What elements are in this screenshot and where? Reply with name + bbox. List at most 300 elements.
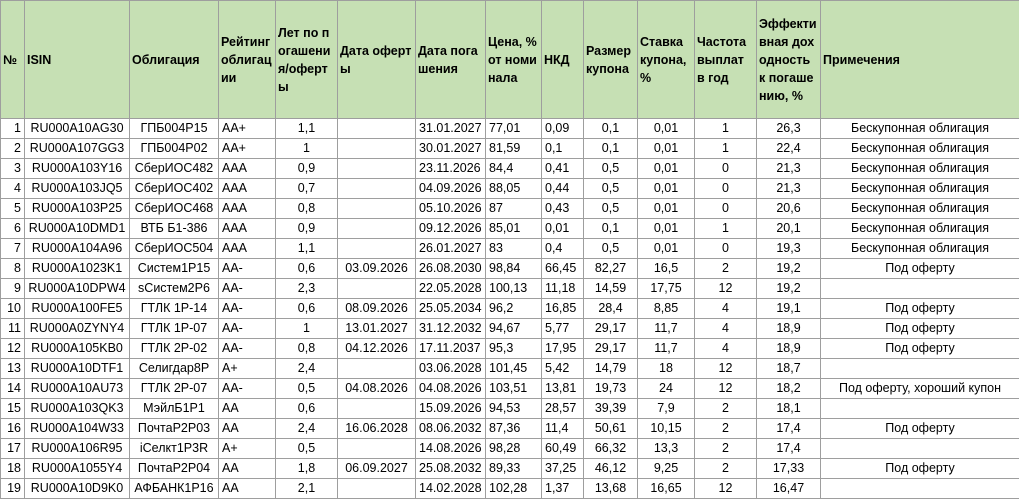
yield-cell[interactable]: 19,3 [757,239,821,259]
coupon-rate-cell[interactable]: 0,01 [638,139,695,159]
yield-cell[interactable]: 18,7 [757,359,821,379]
bond-name-cell[interactable]: АФБАНК1Р16 [130,479,219,499]
years-cell[interactable]: 0,9 [276,159,338,179]
isin-cell[interactable]: RU000A10AU73 [25,379,130,399]
nkd-cell[interactable]: 16,85 [542,299,584,319]
bond-name-cell[interactable]: ГПБ004Р15 [130,119,219,139]
rating-cell[interactable]: AA [219,399,276,419]
rating-cell[interactable]: AA [219,459,276,479]
row-number-cell[interactable]: 6 [1,219,25,239]
price-cell[interactable]: 87,36 [486,419,542,439]
years-cell[interactable]: 0,8 [276,339,338,359]
bond-name-cell[interactable]: ГПБ004Р02 [130,139,219,159]
yield-cell[interactable]: 19,2 [757,279,821,299]
yield-cell[interactable]: 20,1 [757,219,821,239]
frequency-cell[interactable]: 0 [695,159,757,179]
offer-date-cell[interactable] [338,439,416,459]
maturity-date-cell[interactable]: 25.05.2034 [416,299,486,319]
isin-cell[interactable]: RU000A10DMD1 [25,219,130,239]
coupon-rate-cell[interactable]: 9,25 [638,459,695,479]
rating-cell[interactable]: AA [219,419,276,439]
table-row[interactable] [1,259,1019,279]
header-price[interactable]: Цена, % от номинала [486,1,542,119]
maturity-date-cell[interactable]: 04.09.2026 [416,179,486,199]
table-row[interactable] [1,119,1019,139]
yield-cell[interactable]: 26,3 [757,119,821,139]
rating-cell[interactable]: AAA [219,159,276,179]
note-cell[interactable]: Бескупонная облигация [821,159,1019,179]
bond-name-cell[interactable]: МэйлБ1Р1 [130,399,219,419]
table-row[interactable] [1,179,1019,199]
price-cell[interactable]: 87 [486,199,542,219]
yield-cell[interactable]: 18,1 [757,399,821,419]
row-number-cell[interactable]: 4 [1,179,25,199]
price-cell[interactable]: 96,2 [486,299,542,319]
row-number-cell[interactable]: 7 [1,239,25,259]
price-cell[interactable]: 98,84 [486,259,542,279]
years-cell[interactable]: 2,4 [276,359,338,379]
isin-cell[interactable]: RU000A1055Y4 [25,459,130,479]
price-cell[interactable]: 81,59 [486,139,542,159]
coupon-rate-cell[interactable]: 17,75 [638,279,695,299]
rating-cell[interactable]: AA- [219,279,276,299]
offer-date-cell[interactable]: 13.01.2027 [338,319,416,339]
row-number-cell[interactable]: 15 [1,399,25,419]
bond-name-cell[interactable]: ГТЛК 2Р-02 [130,339,219,359]
coupon-size-cell[interactable]: 19,73 [584,379,638,399]
coupon-rate-cell[interactable]: 16,65 [638,479,695,499]
offer-date-cell[interactable] [338,119,416,139]
header-rating[interactable]: Рейтинг облигации [219,1,276,119]
isin-cell[interactable]: RU000A103Y16 [25,159,130,179]
row-number-cell[interactable]: 5 [1,199,25,219]
coupon-rate-cell[interactable]: 8,85 [638,299,695,319]
maturity-date-cell[interactable]: 30.01.2027 [416,139,486,159]
frequency-cell[interactable]: 12 [695,379,757,399]
yield-cell[interactable]: 18,9 [757,319,821,339]
yield-cell[interactable]: 18,2 [757,379,821,399]
header-coupon-size[interactable]: Размер купона [584,1,638,119]
years-cell[interactable]: 2,3 [276,279,338,299]
note-cell[interactable] [821,479,1019,499]
nkd-cell[interactable]: 0,01 [542,219,584,239]
offer-date-cell[interactable]: 16.06.2028 [338,419,416,439]
nkd-cell[interactable]: 5,77 [542,319,584,339]
rating-cell[interactable]: AAA [219,239,276,259]
header-maturity[interactable]: Дата погашения [416,1,486,119]
nkd-cell[interactable]: 0,09 [542,119,584,139]
nkd-cell[interactable]: 11,18 [542,279,584,299]
row-number-cell[interactable]: 11 [1,319,25,339]
header-notes[interactable]: Примечения [821,1,1019,119]
frequency-cell[interactable]: 12 [695,359,757,379]
note-cell[interactable] [821,399,1019,419]
offer-date-cell[interactable] [338,199,416,219]
frequency-cell[interactable]: 12 [695,279,757,299]
yield-cell[interactable]: 22,4 [757,139,821,159]
coupon-size-cell[interactable]: 66,32 [584,439,638,459]
bond-name-cell[interactable]: СберИОС402 [130,179,219,199]
maturity-date-cell[interactable]: 31.12.2032 [416,319,486,339]
table-row[interactable] [1,139,1019,159]
years-cell[interactable]: 2,4 [276,419,338,439]
frequency-cell[interactable]: 1 [695,219,757,239]
yield-cell[interactable]: 21,3 [757,159,821,179]
maturity-date-cell[interactable]: 17.11.2037 [416,339,486,359]
years-cell[interactable]: 0,8 [276,199,338,219]
maturity-date-cell[interactable]: 26.08.2030 [416,259,486,279]
price-cell[interactable]: 103,51 [486,379,542,399]
bond-name-cell[interactable]: ГТЛК 2Р-07 [130,379,219,399]
price-cell[interactable]: 100,13 [486,279,542,299]
header-frequency[interactable]: Частота выплат в год [695,1,757,119]
frequency-cell[interactable]: 2 [695,419,757,439]
coupon-size-cell[interactable]: 29,17 [584,319,638,339]
table-row[interactable] [1,339,1019,359]
note-cell[interactable]: Бескупонная облигация [821,239,1019,259]
yield-cell[interactable]: 17,4 [757,439,821,459]
table-row[interactable] [1,239,1019,259]
table-row[interactable] [1,419,1019,439]
coupon-rate-cell[interactable]: 0,01 [638,219,695,239]
frequency-cell[interactable]: 2 [695,259,757,279]
price-cell[interactable]: 83 [486,239,542,259]
years-cell[interactable]: 0,6 [276,399,338,419]
rating-cell[interactable]: AAA [219,199,276,219]
coupon-size-cell[interactable]: 0,1 [584,219,638,239]
note-cell[interactable]: Бескупонная облигация [821,119,1019,139]
frequency-cell[interactable]: 0 [695,239,757,259]
nkd-cell[interactable]: 28,57 [542,399,584,419]
years-cell[interactable]: 1,1 [276,119,338,139]
bond-name-cell[interactable]: СберИОС504 [130,239,219,259]
isin-cell[interactable]: RU000A10AG30 [25,119,130,139]
frequency-cell[interactable]: 2 [695,459,757,479]
header-isin[interactable]: ISIN [25,1,130,119]
header-years[interactable]: Лет по погашения/оферты [276,1,338,119]
offer-date-cell[interactable] [338,399,416,419]
row-number-cell[interactable]: 16 [1,419,25,439]
note-cell[interactable] [821,279,1019,299]
years-cell[interactable]: 1 [276,139,338,159]
nkd-cell[interactable]: 0,1 [542,139,584,159]
price-cell[interactable]: 89,33 [486,459,542,479]
isin-cell[interactable]: RU000A103P25 [25,199,130,219]
table-row[interactable] [1,299,1019,319]
maturity-date-cell[interactable]: 15.09.2026 [416,399,486,419]
row-number-cell[interactable]: 17 [1,439,25,459]
yield-cell[interactable]: 17,33 [757,459,821,479]
isin-cell[interactable]: RU000A107GG3 [25,139,130,159]
yield-cell[interactable]: 17,4 [757,419,821,439]
yield-cell[interactable]: 16,47 [757,479,821,499]
yield-cell[interactable]: 20,6 [757,199,821,219]
table-row[interactable] [1,459,1019,479]
years-cell[interactable]: 1 [276,319,338,339]
frequency-cell[interactable]: 2 [695,399,757,419]
maturity-date-cell[interactable]: 04.08.2026 [416,379,486,399]
row-number-cell[interactable]: 13 [1,359,25,379]
isin-cell[interactable]: RU000A10D9K0 [25,479,130,499]
note-cell[interactable]: Бескупонная облигация [821,199,1019,219]
coupon-size-cell[interactable]: 13,68 [584,479,638,499]
coupon-rate-cell[interactable]: 0,01 [638,159,695,179]
note-cell[interactable]: Под оферту [821,299,1019,319]
coupon-rate-cell[interactable]: 10,15 [638,419,695,439]
offer-date-cell[interactable] [338,219,416,239]
coupon-rate-cell[interactable]: 7,9 [638,399,695,419]
years-cell[interactable]: 1,1 [276,239,338,259]
offer-date-cell[interactable]: 08.09.2026 [338,299,416,319]
rating-cell[interactable]: AAA [219,219,276,239]
price-cell[interactable]: 95,3 [486,339,542,359]
nkd-cell[interactable]: 0,41 [542,159,584,179]
row-number-cell[interactable]: 2 [1,139,25,159]
offer-date-cell[interactable] [338,159,416,179]
price-cell[interactable]: 85,01 [486,219,542,239]
frequency-cell[interactable]: 4 [695,299,757,319]
table-row[interactable] [1,159,1019,179]
years-cell[interactable]: 0,5 [276,379,338,399]
rating-cell[interactable]: AA+ [219,119,276,139]
bond-name-cell[interactable]: Селигдар8Р [130,359,219,379]
yield-cell[interactable]: 18,9 [757,339,821,359]
frequency-cell[interactable]: 1 [695,139,757,159]
note-cell[interactable]: Под оферту [821,459,1019,479]
row-number-cell[interactable]: 9 [1,279,25,299]
bond-name-cell[interactable]: СберИОС482 [130,159,219,179]
price-cell[interactable]: 94,67 [486,319,542,339]
coupon-rate-cell[interactable]: 11,7 [638,339,695,359]
nkd-cell[interactable]: 37,25 [542,459,584,479]
note-cell[interactable] [821,359,1019,379]
frequency-cell[interactable]: 4 [695,319,757,339]
bond-name-cell[interactable]: ВТБ Б1-386 [130,219,219,239]
yield-cell[interactable]: 19,1 [757,299,821,319]
bond-name-cell[interactable]: sСистем2Р6 [130,279,219,299]
rating-cell[interactable]: AA- [219,319,276,339]
table-row[interactable] [1,399,1019,419]
isin-cell[interactable]: RU000A1023K1 [25,259,130,279]
maturity-date-cell[interactable]: 25.08.2032 [416,459,486,479]
coupon-size-cell[interactable]: 0,5 [584,199,638,219]
rating-cell[interactable]: AA- [219,259,276,279]
nkd-cell[interactable]: 11,4 [542,419,584,439]
frequency-cell[interactable]: 4 [695,339,757,359]
row-number-cell[interactable]: 8 [1,259,25,279]
coupon-rate-cell[interactable]: 0,01 [638,119,695,139]
isin-cell[interactable]: RU000A104W33 [25,419,130,439]
table-row[interactable] [1,479,1019,499]
note-cell[interactable]: Под оферту, хороший купон [821,379,1019,399]
table-row[interactable] [1,439,1019,459]
coupon-size-cell[interactable]: 0,1 [584,139,638,159]
row-number-cell[interactable]: 14 [1,379,25,399]
header-num[interactable]: № [1,1,25,119]
maturity-date-cell[interactable]: 09.12.2026 [416,219,486,239]
nkd-cell[interactable]: 5,42 [542,359,584,379]
bond-name-cell[interactable]: ГТЛК 1Р-14 [130,299,219,319]
price-cell[interactable]: 88,05 [486,179,542,199]
frequency-cell[interactable]: 0 [695,199,757,219]
isin-cell[interactable]: RU000A100FE5 [25,299,130,319]
coupon-size-cell[interactable]: 0,5 [584,179,638,199]
isin-cell[interactable]: RU000A103QK3 [25,399,130,419]
nkd-cell[interactable]: 13,81 [542,379,584,399]
offer-date-cell[interactable]: 06.09.2027 [338,459,416,479]
years-cell[interactable]: 0,6 [276,299,338,319]
nkd-cell[interactable]: 60,49 [542,439,584,459]
note-cell[interactable]: Под оферту [821,319,1019,339]
table-body [1,119,1019,499]
isin-cell[interactable]: RU000A104A96 [25,239,130,259]
price-cell[interactable]: 94,53 [486,399,542,419]
years-cell[interactable]: 0,7 [276,179,338,199]
bond-name-cell[interactable]: Систем1Р15 [130,259,219,279]
coupon-size-cell[interactable]: 46,12 [584,459,638,479]
rating-cell[interactable]: AAA [219,179,276,199]
note-cell[interactable]: Бескупонная облигация [821,219,1019,239]
bond-name-cell[interactable]: iСелкт1Р3R [130,439,219,459]
maturity-date-cell[interactable]: 03.06.2028 [416,359,486,379]
yield-cell[interactable]: 21,3 [757,179,821,199]
table-row[interactable] [1,279,1019,299]
header-coupon-rate[interactable]: Ставка купона, % [638,1,695,119]
years-cell[interactable]: 0,9 [276,219,338,239]
maturity-date-cell[interactable]: 14.02.2028 [416,479,486,499]
maturity-date-cell[interactable]: 14.08.2026 [416,439,486,459]
row-number-cell[interactable]: 10 [1,299,25,319]
bond-name-cell[interactable]: СберИОС468 [130,199,219,219]
note-cell[interactable]: Под оферту [821,419,1019,439]
isin-cell[interactable]: RU000A10DTF1 [25,359,130,379]
coupon-rate-cell[interactable]: 18 [638,359,695,379]
bond-name-cell[interactable]: ПочтаР2Р03 [130,419,219,439]
coupon-size-cell[interactable]: 29,17 [584,339,638,359]
nkd-cell[interactable]: 0,43 [542,199,584,219]
offer-date-cell[interactable] [338,139,416,159]
nkd-cell[interactable]: 0,4 [542,239,584,259]
rating-cell[interactable]: AA- [219,299,276,319]
coupon-rate-cell[interactable]: 16,5 [638,259,695,279]
yield-cell[interactable]: 19,2 [757,259,821,279]
header-nkd[interactable]: НКД [542,1,584,119]
maturity-date-cell[interactable]: 22.05.2028 [416,279,486,299]
coupon-rate-cell[interactable]: 11,7 [638,319,695,339]
price-cell[interactable]: 102,28 [486,479,542,499]
coupon-size-cell[interactable]: 50,61 [584,419,638,439]
years-cell[interactable]: 2,1 [276,479,338,499]
note-cell[interactable] [821,439,1019,459]
frequency-cell[interactable]: 2 [695,439,757,459]
years-cell[interactable]: 0,6 [276,259,338,279]
row-number-cell[interactable]: 19 [1,479,25,499]
isin-cell[interactable]: RU000A106R95 [25,439,130,459]
coupon-rate-cell[interactable]: 0,01 [638,239,695,259]
header-bond[interactable]: Облигация [130,1,219,119]
coupon-size-cell[interactable]: 0,1 [584,119,638,139]
table-row[interactable] [1,219,1019,239]
coupon-rate-cell[interactable]: 24 [638,379,695,399]
coupon-size-cell[interactable]: 0,5 [584,159,638,179]
frequency-cell[interactable]: 1 [695,119,757,139]
maturity-date-cell[interactable]: 26.01.2027 [416,239,486,259]
table-row[interactable] [1,199,1019,219]
years-cell[interactable]: 0,5 [276,439,338,459]
row-number-cell[interactable]: 3 [1,159,25,179]
rating-cell[interactable]: AA- [219,339,276,359]
table-row[interactable] [1,359,1019,379]
offer-date-cell[interactable] [338,279,416,299]
isin-cell[interactable]: RU000A103JQ5 [25,179,130,199]
offer-date-cell[interactable] [338,359,416,379]
coupon-rate-cell[interactable]: 13,3 [638,439,695,459]
table-row[interactable] [1,379,1019,399]
maturity-date-cell[interactable]: 05.10.2026 [416,199,486,219]
price-cell[interactable]: 77,01 [486,119,542,139]
note-cell[interactable]: Бескупонная облигация [821,139,1019,159]
coupon-size-cell[interactable]: 0,5 [584,239,638,259]
note-cell[interactable]: Под оферту [821,339,1019,359]
offer-date-cell[interactable] [338,179,416,199]
years-cell[interactable]: 1,8 [276,459,338,479]
table-row[interactable] [1,319,1019,339]
nkd-cell[interactable]: 1,37 [542,479,584,499]
row-number-cell[interactable]: 12 [1,339,25,359]
row-number-cell[interactable]: 1 [1,119,25,139]
maturity-date-cell[interactable]: 08.06.2032 [416,419,486,439]
price-cell[interactable]: 84,4 [486,159,542,179]
offer-date-cell[interactable]: 03.09.2026 [338,259,416,279]
header-yield[interactable]: Эффективная доходность к погашению, % [757,1,821,119]
note-cell[interactable]: Бескупонная облигация [821,179,1019,199]
row-number-cell[interactable]: 18 [1,459,25,479]
header-offer-date[interactable]: Дата оферты [338,1,416,119]
frequency-cell[interactable]: 0 [695,179,757,199]
rating-cell[interactable]: AA [219,479,276,499]
frequency-cell[interactable]: 12 [695,479,757,499]
bond-name-cell[interactable]: ПочтаР2Р04 [130,459,219,479]
bond-name-cell[interactable]: ГТЛК 1Р-07 [130,319,219,339]
coupon-size-cell[interactable]: 14,79 [584,359,638,379]
nkd-cell[interactable]: 66,45 [542,259,584,279]
offer-date-cell[interactable] [338,479,416,499]
rating-cell[interactable]: A+ [219,359,276,379]
nkd-cell[interactable]: 17,95 [542,339,584,359]
isin-cell[interactable]: RU000A10DPW4 [25,279,130,299]
offer-date-cell[interactable] [338,239,416,259]
coupon-size-cell[interactable]: 39,39 [584,399,638,419]
coupon-size-cell[interactable]: 14,59 [584,279,638,299]
offer-date-cell[interactable]: 04.12.2026 [338,339,416,359]
coupon-size-cell[interactable]: 28,4 [584,299,638,319]
note-cell[interactable]: Под оферту [821,259,1019,279]
price-cell[interactable]: 98,28 [486,439,542,459]
coupon-rate-cell[interactable]: 0,01 [638,199,695,219]
coupon-rate-cell[interactable]: 0,01 [638,179,695,199]
maturity-date-cell[interactable]: 31.01.2027 [416,119,486,139]
maturity-date-cell[interactable]: 23.11.2026 [416,159,486,179]
rating-cell[interactable]: A+ [219,439,276,459]
isin-cell[interactable]: RU000A105KB0 [25,339,130,359]
rating-cell[interactable]: AA- [219,379,276,399]
coupon-size-cell[interactable]: 82,27 [584,259,638,279]
rating-cell[interactable]: AA+ [219,139,276,159]
offer-date-cell[interactable]: 04.08.2026 [338,379,416,399]
isin-cell[interactable]: RU000A0ZYNY4 [25,319,130,339]
price-cell[interactable]: 101,45 [486,359,542,379]
nkd-cell[interactable]: 0,44 [542,179,584,199]
